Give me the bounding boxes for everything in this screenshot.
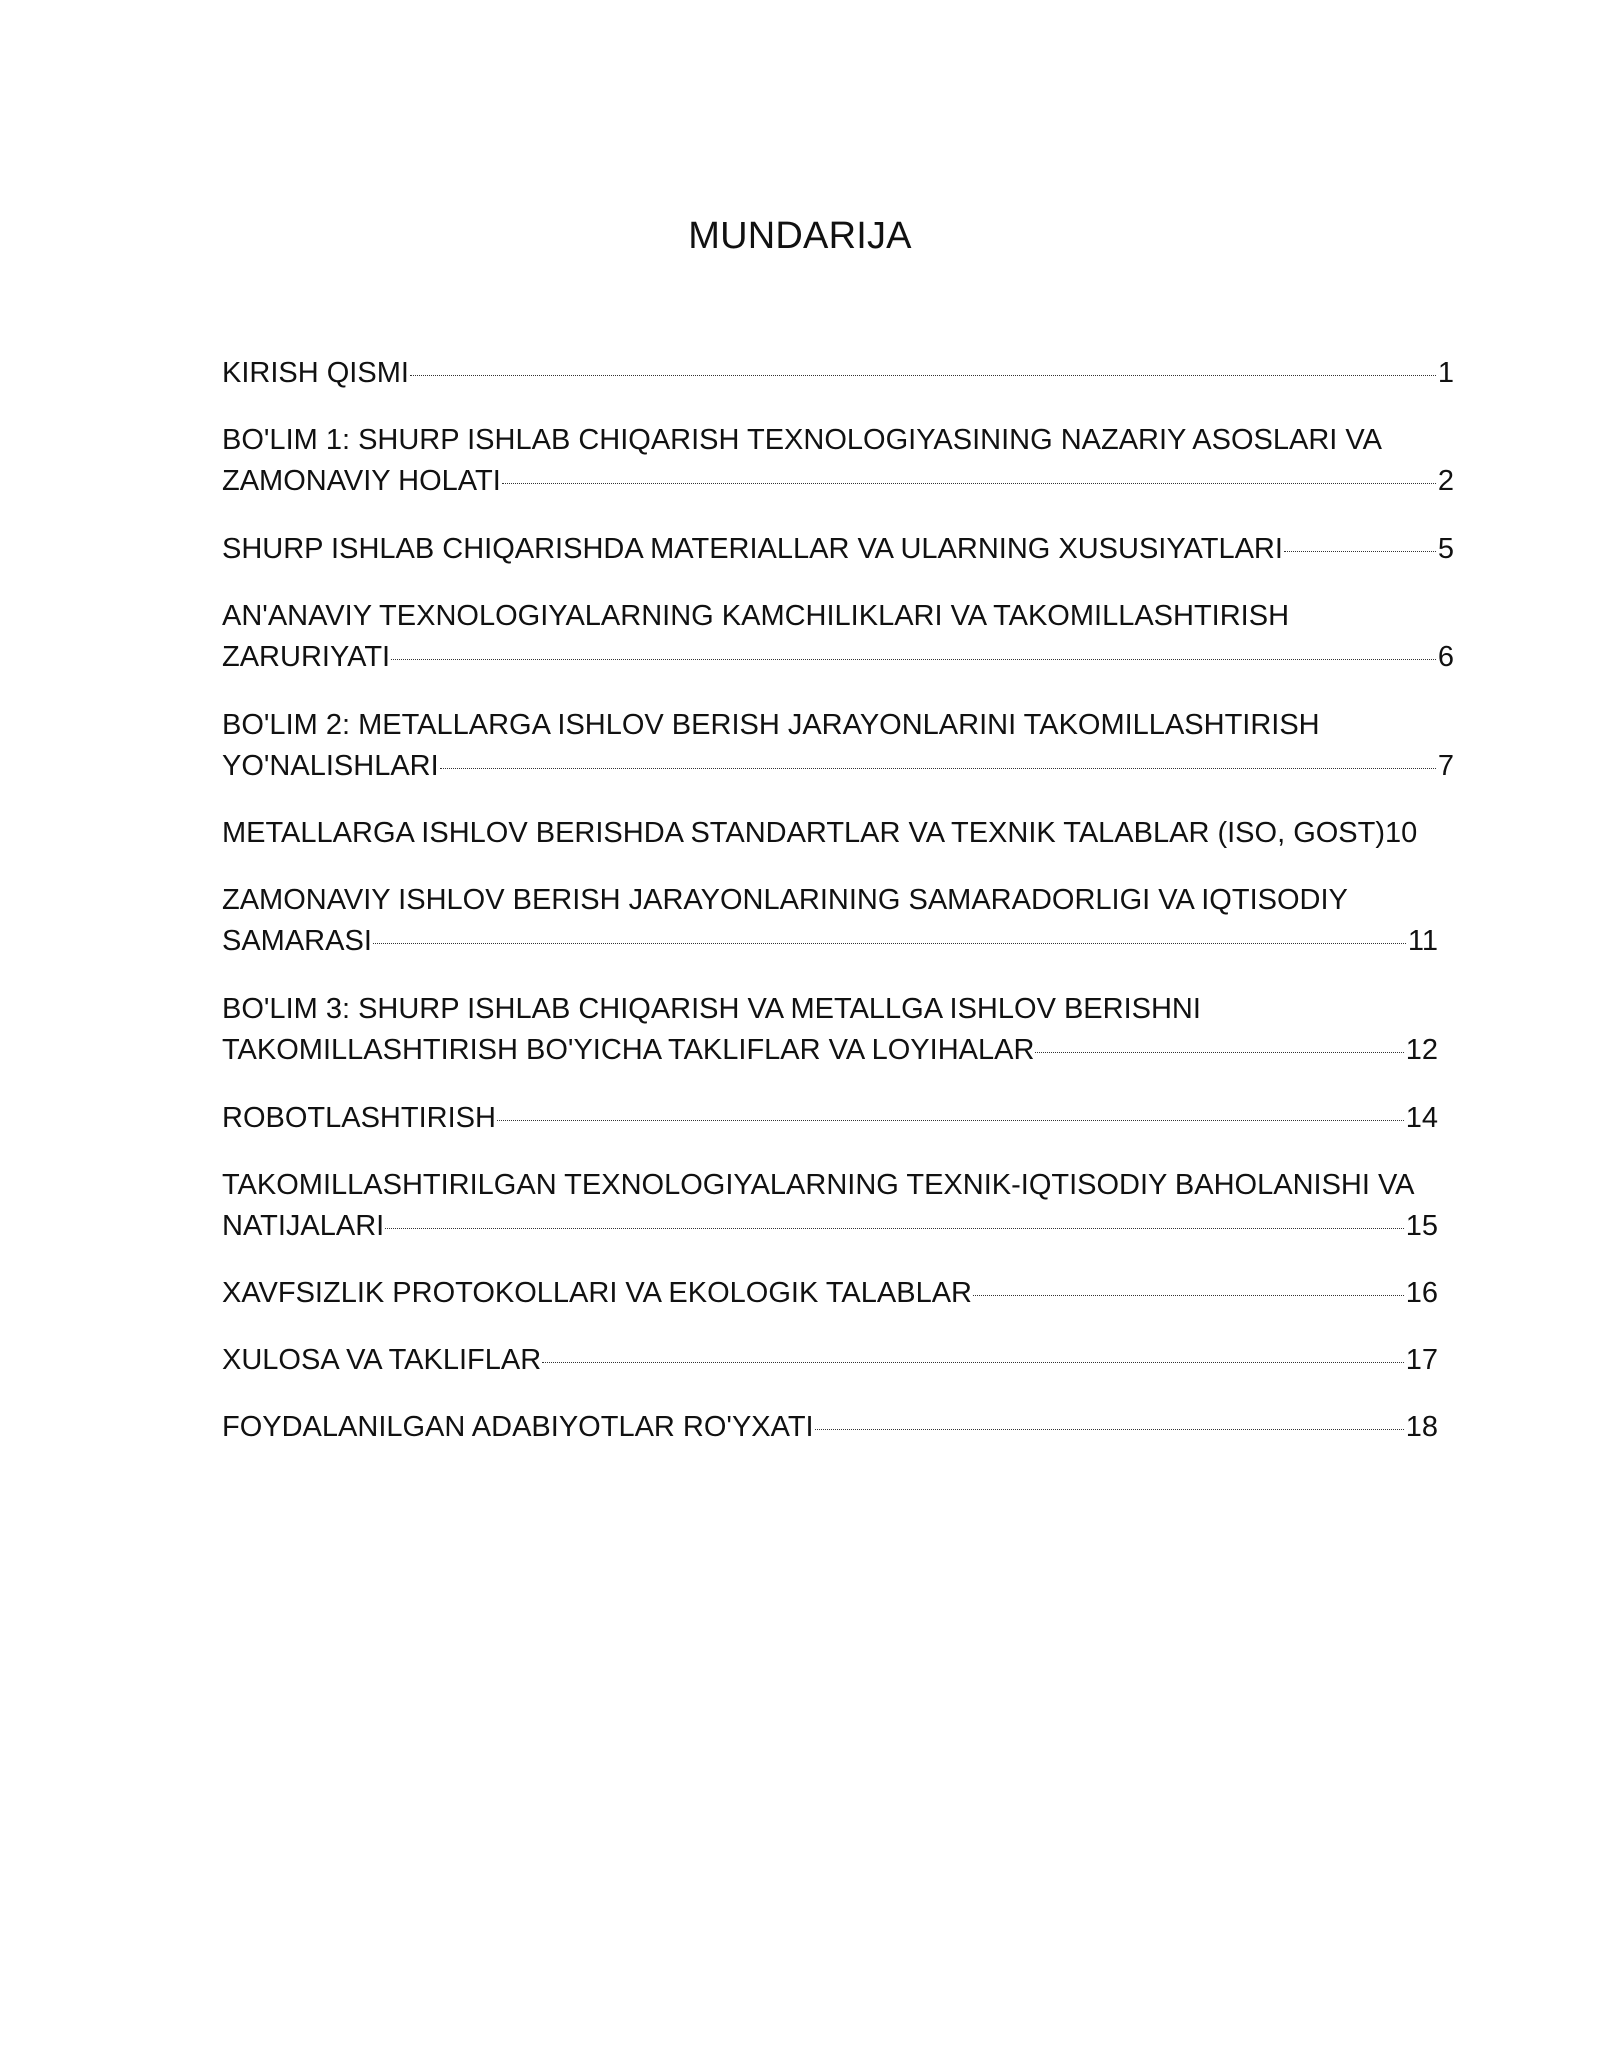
toc-page-number: 16 bbox=[1405, 1277, 1438, 1309]
toc-entry-line bbox=[222, 813, 1457, 854]
toc-entry-title: NATIJALARI bbox=[222, 1210, 385, 1242]
toc-entry-title-line: AN'ANAVIY TEXNOLOGIYALARNING KAMCHILIKLARI VA TAKOMILLASHTIRISH bbox=[222, 600, 1290, 632]
toc-entry[interactable] bbox=[222, 1273, 1438, 1314]
toc-entry-line bbox=[222, 746, 1454, 787]
toc-entry-title-line: BO'LIM 3: SHURP ISHLAB CHIQARISH VA METALLGA ISHLOV BERISHNI bbox=[222, 993, 1201, 1025]
toc-page-number: 17 bbox=[1405, 1344, 1438, 1376]
toc-entry-line bbox=[222, 921, 1438, 962]
toc-entry[interactable] bbox=[222, 1165, 1438, 1247]
toc-page-number: 6 bbox=[1437, 641, 1454, 673]
toc-entry-title: SHURP ISHLAB CHIQARISHDA MATERIALLAR VA ULARNING XUSUSIYATLARI bbox=[222, 533, 1283, 565]
toc-entry-title-line: BO'LIM 2: METALLARGA ISHLOV BERISH JARAYONLARINI TAKOMILLASHTIRISH bbox=[222, 709, 1320, 741]
dot-leader bbox=[502, 483, 1436, 484]
toc-entry-title: SAMARASI bbox=[222, 925, 372, 957]
toc-page-number: 11 bbox=[1407, 925, 1438, 957]
dot-leader bbox=[440, 768, 1436, 769]
dot-leader bbox=[973, 1295, 1404, 1296]
toc-entry[interactable] bbox=[222, 529, 1454, 570]
dot-leader bbox=[497, 1120, 1404, 1121]
dot-leader bbox=[385, 1228, 1404, 1229]
toc-entry-title: XULOSA VA TAKLIFLAR bbox=[222, 1344, 542, 1376]
toc-page-number: 12 bbox=[1405, 1034, 1438, 1066]
toc-entry-line bbox=[222, 1098, 1438, 1139]
toc-entry-title: ZARURIYATI bbox=[222, 641, 391, 673]
toc-entry-title: METALLARGA ISHLOV BERISHDA STANDARTLAR VA TEXNIK TALABLAR (ISO, GOST) bbox=[222, 817, 1386, 849]
toc-entry-line bbox=[222, 637, 1454, 678]
toc-entry[interactable] bbox=[222, 705, 1454, 787]
dot-leader bbox=[542, 1362, 1404, 1363]
toc-page-number: 14 bbox=[1405, 1102, 1438, 1134]
toc-entry[interactable] bbox=[222, 1098, 1438, 1139]
toc-entry-title-line: TAKOMILLASHTIRILGAN TEXNOLOGIYALARNING TEXNIK-IQTISODIY BAHOLANISHI VA bbox=[222, 1169, 1415, 1201]
toc-entry[interactable] bbox=[222, 880, 1438, 962]
toc-entry-title: KIRISH QISMI bbox=[222, 357, 409, 389]
toc-entry-title-line: ZAMONAVIY ISHLOV BERISH JARAYONLARINING SAMARADORLIGI VA IQTISODIY bbox=[222, 884, 1348, 916]
toc-entry-line bbox=[222, 1273, 1438, 1314]
toc-page-number: 2 bbox=[1437, 465, 1454, 497]
toc-entry-title: TAKOMILLASHTIRISH BO'YICHA TAKLIFLAR VA LOYIHALAR bbox=[222, 1034, 1035, 1066]
toc-entry[interactable] bbox=[222, 813, 1457, 854]
toc-entry-title: YO'NALISHLARI bbox=[222, 750, 439, 782]
dot-leader bbox=[1284, 551, 1436, 552]
toc-entry-line bbox=[222, 1206, 1438, 1247]
toc-entry[interactable] bbox=[222, 596, 1454, 678]
dot-leader bbox=[1035, 1052, 1403, 1053]
toc-entry-title: FOYDALANILGAN ADABIYOTLAR RO'YXATI bbox=[222, 1411, 814, 1443]
toc-entry-title: XAVFSIZLIK PROTOKOLLARI VA EKOLOGIK TALABLAR bbox=[222, 1277, 972, 1309]
toc-page-number: 18 bbox=[1405, 1411, 1438, 1443]
toc-entry[interactable] bbox=[222, 1340, 1438, 1381]
toc-entry[interactable] bbox=[222, 420, 1454, 502]
toc-entry-line bbox=[222, 353, 1454, 394]
toc-entry-line bbox=[222, 1030, 1438, 1071]
toc-entry-line bbox=[222, 1407, 1438, 1448]
toc-page-number: 15 bbox=[1405, 1210, 1438, 1242]
toc-entry-title: ROBOTLASHTIRISH bbox=[222, 1102, 496, 1134]
toc-entry-line bbox=[222, 529, 1454, 570]
dot-leader bbox=[391, 659, 1436, 660]
toc-entry[interactable] bbox=[222, 989, 1438, 1071]
toc-page-number: 5 bbox=[1437, 533, 1454, 565]
toc-entry-line bbox=[222, 461, 1454, 502]
toc-entry-title-line: BO'LIM 1: SHURP ISHLAB CHIQARISH TEXNOLOGIYASINING NAZARIY ASOSLARI VA bbox=[222, 424, 1382, 456]
toc-entry-title: ZAMONAVIY HOLATI bbox=[222, 465, 501, 497]
toc-entry[interactable] bbox=[222, 353, 1454, 394]
toc-entry[interactable] bbox=[222, 1407, 1438, 1448]
dot-leader bbox=[373, 943, 1406, 944]
toc-page-number: 1 bbox=[1437, 357, 1454, 389]
dot-leader bbox=[410, 375, 1436, 376]
toc-page-number: 7 bbox=[1437, 750, 1454, 782]
page-title: MUNDARIJA bbox=[688, 215, 912, 257]
dot-leader bbox=[815, 1429, 1404, 1430]
toc-page-number: 10 bbox=[1385, 817, 1418, 849]
toc-entry-line bbox=[222, 1340, 1438, 1381]
